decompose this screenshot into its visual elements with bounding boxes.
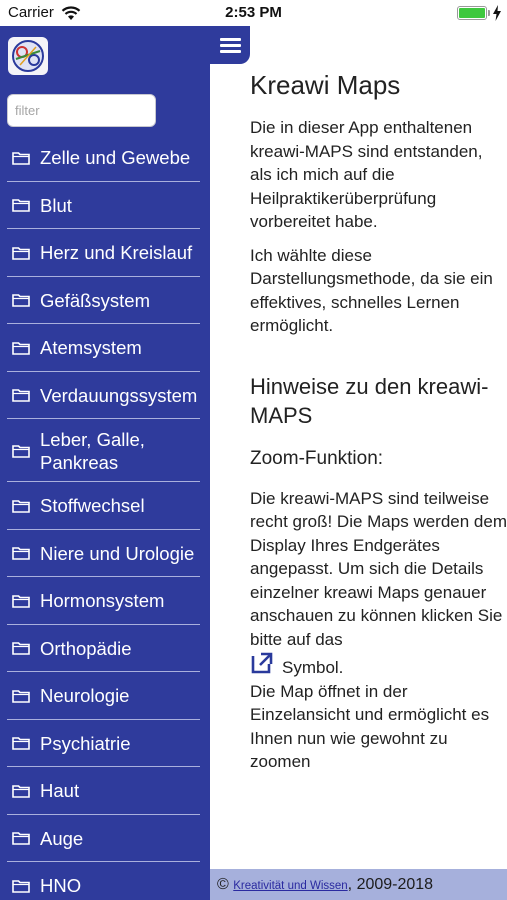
sidebar-item[interactable] [0,324,210,372]
footer-years: , 2009-2018 [347,876,434,893]
sidebar-item[interactable] [0,277,210,325]
copyright-symbol: © [217,876,229,893]
sidebar-item[interactable] [0,530,210,578]
folder-icon [12,198,30,212]
zoom-instructions [250,487,507,774]
hamburger-icon [220,50,241,53]
sidebar-item[interactable] [0,372,210,420]
sidebar [0,26,210,900]
folder-icon [12,151,30,165]
sidebar-item[interactable] [0,577,210,625]
folder-icon [12,293,30,307]
section-title: Hinweise zu den kreawi-MAPS [250,373,489,428]
app-logo [8,37,48,75]
folder-icon [12,831,30,845]
sidebar-item-label: Orthopädie [40,637,132,659]
sidebar-item-label: HNO [40,875,82,897]
sidebar-item-label: Gefäßsystem [40,289,150,311]
subsection-title: Zoom-Funktion: [250,447,384,469]
folder-icon [12,546,30,560]
sidebar-item-label: Blut [40,194,72,216]
sidebar-item[interactable] [0,482,210,530]
zoom-text-1: Die kreawi-MAPS sind teilweise recht groß! Die Maps werden dem Display Ihres Endgerätes angepasst. Um sich die Details einzelner kreawi Maps genauer anschauen zu können klicken Sie bitte auf das [250,488,507,649]
charging-icon [492,5,502,21]
sidebar-item[interactable] [0,862,210,900]
sidebar-item-label: Psychiatrie [40,732,131,754]
folder-icon [12,499,30,513]
sidebar-item-label: Auge [40,827,84,849]
intro-paragraph-1: Die in dieser App enthaltenen kreawi-MAPS sind entstanden, als ich mich auf die Heilpraktikerüberprüfung vorbereitet habe. [250,118,483,231]
sidebar-item[interactable] [0,815,210,863]
sidebar-item[interactable] [0,182,210,230]
folder-icon [12,444,30,458]
status-bar [0,0,507,26]
carrier-label: Carrier [8,4,54,21]
sidebar-item[interactable] [0,419,210,482]
folder-icon [12,784,30,798]
content-pane [250,26,507,869]
sidebar-item[interactable] [0,767,210,815]
menu-toggle-button[interactable] [210,26,250,64]
sidebar-item-label: Haut [40,780,80,802]
filter-input[interactable] [7,94,156,127]
sidebar-item-label: Herz und Kreislauf [40,242,193,264]
folder-icon [12,246,30,260]
folder-icon [12,879,30,893]
zoom-text-2: Die Map öffnet in der Einzelansicht und ermöglicht es Ihnen nun wie gewohnt zu zoomen [250,681,490,771]
hamburger-icon [220,44,241,47]
sidebar-item-label: Neurologie [40,685,130,707]
hamburger-icon [220,38,241,41]
footer-link[interactable]: Kreativität und Wissen [233,880,348,892]
folder-icon [12,388,30,402]
footer [210,869,507,900]
sidebar-item-label: Stoffwechsel [40,495,145,517]
battery-icon [457,6,487,20]
sidebar-item-label: Niere und Urologie [40,542,195,564]
intro-paragraph-2: Ich wählte diese Darstellungsmethode, da sie ein effektives, schnelles Lernen ermöglicht. [250,245,493,335]
sidebar-item-label: Hormonsystem [40,590,165,612]
sidebar-item[interactable] [0,720,210,768]
clock: 2:53 PM [225,4,282,21]
sidebar-item-label: Zelle und Gewebe [40,147,191,169]
sidebar-item[interactable] [0,672,210,720]
folder-icon [12,736,30,750]
sidebar-item-label: Leber, Galle, Pankreas [40,428,145,473]
folder-icon [12,341,30,355]
page-title: Kreawi Maps [250,70,401,100]
external-link-icon[interactable] [250,651,274,675]
sidebar-item[interactable] [0,134,210,182]
sidebar-item[interactable] [0,229,210,277]
folder-icon [12,594,30,608]
battery-tip [488,10,490,16]
sidebar-item[interactable] [0,625,210,673]
zoom-symbol-text: Symbol. [282,658,344,677]
category-list [0,134,210,900]
folder-icon [12,689,30,703]
folder-icon [12,641,30,655]
sidebar-item-label: Atemsystem [40,337,142,359]
sidebar-item-label: Verdauungssystem [40,384,198,406]
